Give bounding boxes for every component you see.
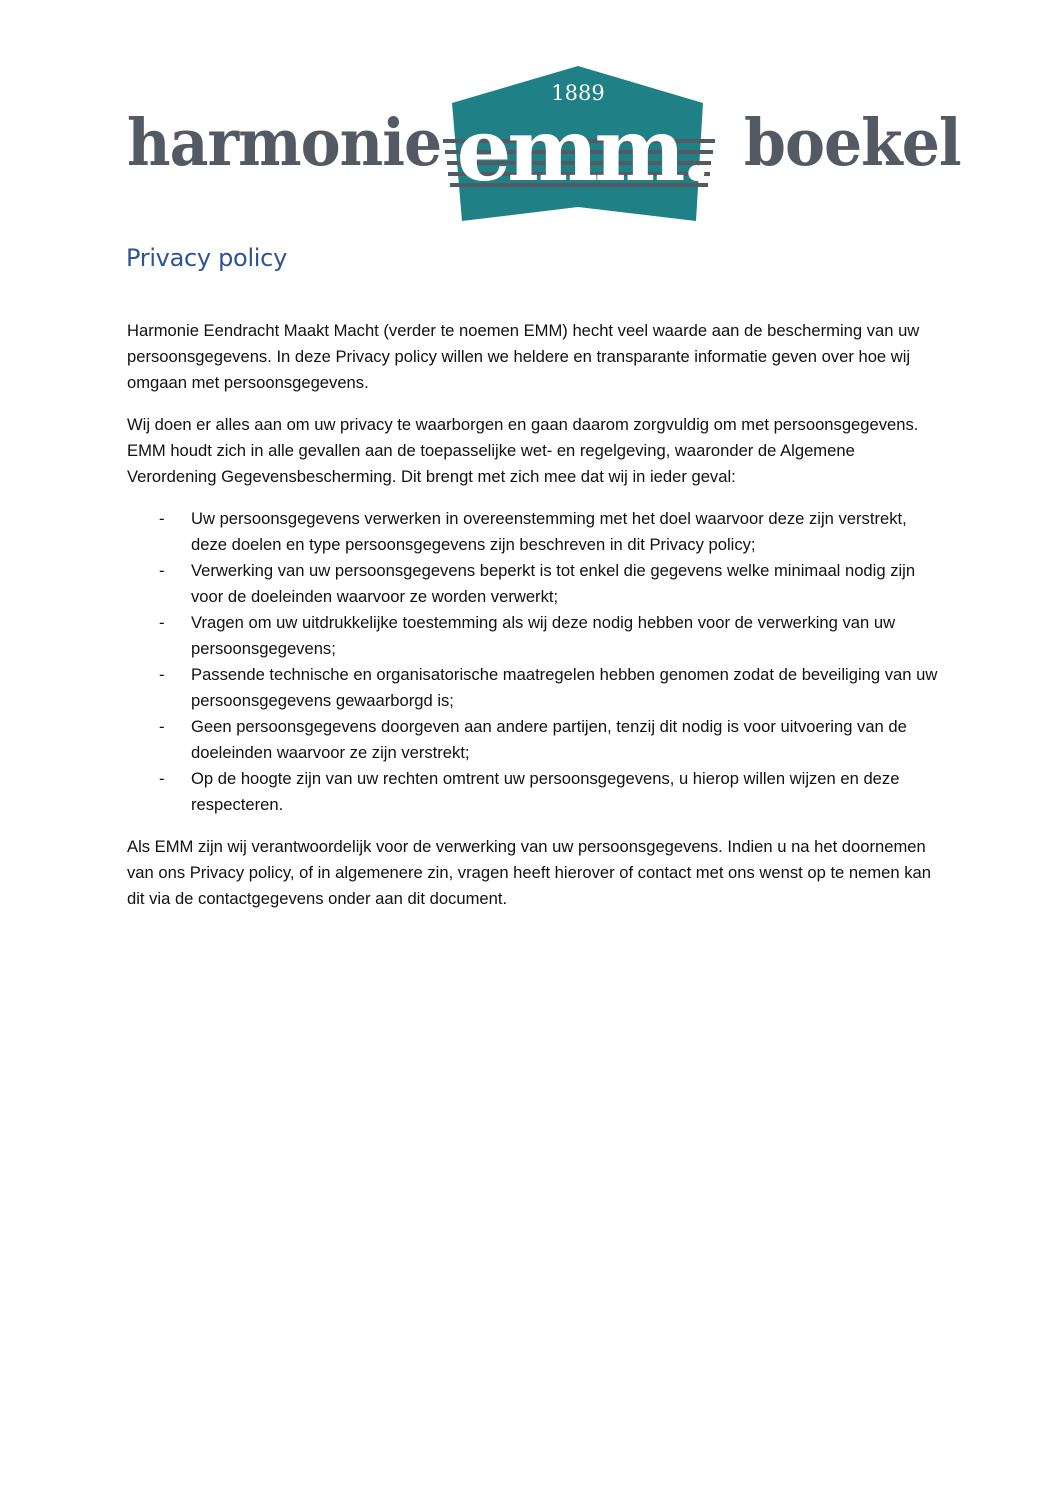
closing-paragraph: Als EMM zijn wij verantwoordelijk voor de verwerking van uw persoonsgegevens. Indien u na het doornemen van ons Privacy policy, of in algemenere zin, vragen heeft hierover of contact met ons wenst op te nemen kan dit via de contactgegevens onder aan dit document. — [127, 837, 932, 908]
list-item-text: Passende technische en organisatorische maatregelen hebben genomen zodat de beveiliging van uw persoonsgegevens gewaarborgd is; — [191, 665, 938, 710]
list-item — [127, 506, 939, 558]
brand-word-boekel: boekel — [744, 105, 961, 182]
list-item-text: Vragen om uw uitdrukkelijke toestemming als wij deze nodig hebben voor de verwerking van uw persoonsgegevens; — [191, 613, 896, 658]
list-item — [127, 714, 939, 766]
bullet-dash: - — [159, 613, 165, 632]
bullet-dash: - — [159, 509, 165, 528]
list-item — [127, 766, 939, 818]
list-item-text: Geen persoonsgegevens doorgeven aan andere partijen, tenzij dit nodig is voor uitvoering van de doeleinden waarvoor ze zijn verstrekt; — [191, 717, 907, 762]
document-body — [127, 318, 939, 928]
logo-year: 1889 — [551, 81, 605, 105]
bullet-dash: - — [159, 561, 165, 580]
list-item-text: Verwerking van uw persoonsgegevens beperkt is tot enkel die gegevens welke minimaal nodig zijn voor de doeleinden waarvoor ze worden verwerkt; — [191, 561, 916, 606]
list-item-text: Op de hoogte zijn van uw rechten omtrent uw persoonsgegevens, u hierop willen wijzen en deze respecteren. — [191, 769, 900, 814]
commitment-list — [127, 506, 939, 818]
list-item — [127, 662, 939, 714]
page-title: Privacy policy — [126, 244, 287, 272]
brand-word-harmonie: harmonie — [127, 105, 442, 182]
list-item — [127, 610, 939, 662]
bullet-dash: - — [159, 665, 165, 684]
bullet-dash: - — [159, 769, 165, 788]
commitment-paragraph: Wij doen er alles aan om uw privacy te waarborgen en gaan daarom zorgvuldig om met persoonsgegevens. EMM houdt zich in alle gevallen aan de toepasselijke wet- en regelgeving, waaronder de Algemene Verordening Gegevensbescherming. Dit brengt met zich mee dat wij in ieder geval: — [127, 415, 919, 486]
list-item — [127, 558, 939, 610]
logo-monogram: emm. — [456, 100, 708, 201]
emm-logo — [440, 62, 720, 224]
intro-paragraph: Harmonie Eendracht Maakt Macht (verder te noemen EMM) hecht veel waarde aan de bescherming van uw persoonsgegevens. In deze Privacy policy willen we heldere en transparante informatie geven over hoe wij omgaan met persoonsgegevens. — [127, 321, 920, 392]
list-item-text: Uw persoonsgegevens verwerken in overeenstemming met het doel waarvoor deze zijn verstrekt, deze doelen en type persoonsgegevens zijn beschreven in dit Privacy policy; — [191, 509, 907, 554]
bullet-dash: - — [159, 717, 165, 736]
